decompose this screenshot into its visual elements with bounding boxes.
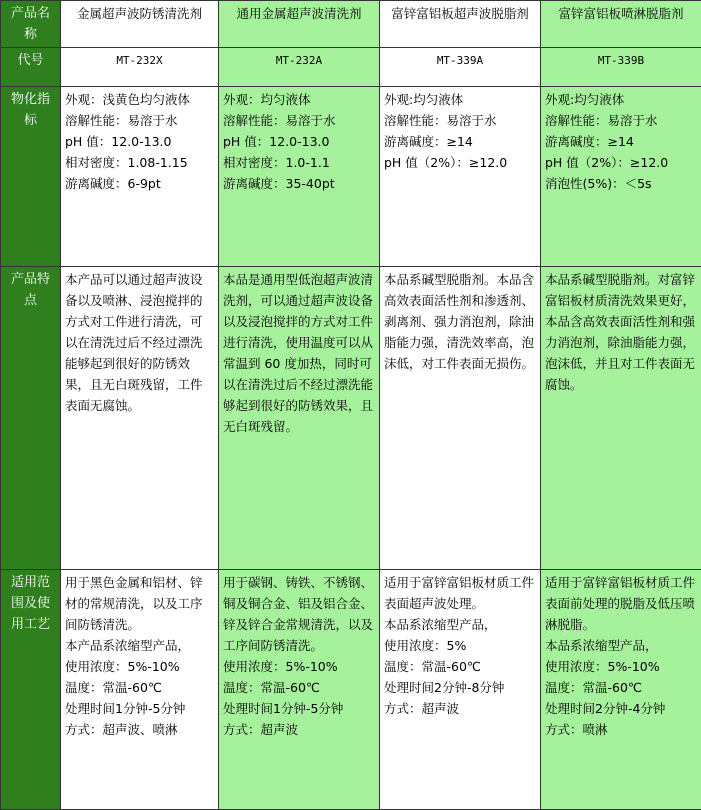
row-physchem xyxy=(1,87,701,267)
features-cell-4: 本品系碱型脱脂剂。对富锌富铝板材质清洗效果更好，本品含高效表面活性剂和强力消泡剂，除油脂能力强，泡沫低，并且对工件表面无腐蚀。 xyxy=(541,267,701,570)
row-usage xyxy=(1,570,701,810)
prop-line: pH 值：12.0-13.0 xyxy=(65,131,214,152)
row-features xyxy=(1,267,701,570)
row-code xyxy=(1,48,701,87)
prop-line: 外观:均匀液体 xyxy=(384,89,536,110)
usage-line: 温度：常温-60℃ xyxy=(384,656,536,677)
usage-cell-2 xyxy=(219,570,380,810)
prop-line: 游离碱度：≥14 xyxy=(384,131,536,152)
usage-line: 处理时间2分钟-4分钟 xyxy=(545,698,697,719)
prop-line: 溶解性能：易溶于水 xyxy=(545,110,697,131)
usage-line: 本产品系浓缩型产品， xyxy=(65,635,214,656)
usage-cell-1 xyxy=(61,570,219,810)
usage-line: 方式：超声波、喷淋 xyxy=(65,719,214,740)
product-code-2: MT-232A xyxy=(219,48,380,87)
product-name-1: 金属超声波防锈清洗剂 xyxy=(61,1,219,48)
usage-line: 温度：常温-60℃ xyxy=(223,677,375,698)
features-cell-2: 本品是通用型低泡超声波清洗剂，可以通过超声波设备以及浸泡搅拌的方式对工件进行清洗，使用温度可以从常温到 60 度加热，同时可以在清洗过后不经过漂洗能够起到很好的防锈效果，且无白斑残留。 xyxy=(219,267,380,570)
features-cell-3: 本品系碱型脱脂剂。本品含高效表面活性剂和渗透剂、剥离剂、强力消泡剂，除油脂能力强，清洗效率高，泡沫低，对工件表面无损伤。 xyxy=(380,267,541,570)
prop-line: 相对密度：1.0-1.1 xyxy=(223,152,375,173)
physchem-cell-1 xyxy=(61,87,219,267)
features-cell-1: 本产品可以通过超声波设备以及喷淋、浸泡搅拌的方式对工件进行清洗，可以在清洗过后不经过漂洗能够起到很好的防锈效果，且无白斑残留，工件表面无腐蚀。 xyxy=(61,267,219,570)
prop-line: pH 值：12.0-13.0 xyxy=(223,131,375,152)
physchem-cell-3 xyxy=(380,87,541,267)
row-product-name xyxy=(1,1,701,48)
prop-line: 外观：浅黄色均匀液体 xyxy=(65,89,214,110)
usage-line: 处理时间1分钟-5分钟 xyxy=(223,698,375,719)
usage-line: 使用浓度：5%-10% xyxy=(223,656,375,677)
usage-line: 用于碳钢、铸铁、不锈钢、铜及铜合金、铝及铝合金、锌及锌合金常规清洗，以及工序间防锈清洗。 xyxy=(223,572,375,656)
label-physchem: 物化指标 xyxy=(1,87,61,267)
product-code-4: MT-339B xyxy=(541,48,701,87)
usage-line: 方式：喷淋 xyxy=(545,719,697,740)
physchem-cell-4 xyxy=(541,87,701,267)
prop-line: 溶解性能：易溶于水 xyxy=(223,110,375,131)
prop-line: pH 值（2%）：≥12.0 xyxy=(545,152,697,173)
physchem-cell-2 xyxy=(219,87,380,267)
usage-line: 使用浓度：5%-10% xyxy=(65,656,214,677)
usage-line: 温度：常温-60℃ xyxy=(545,677,697,698)
usage-cell-4 xyxy=(541,570,701,810)
usage-line: 用于黑色金属和铝材、锌材的常规清洗，以及工序间防锈清洗。 xyxy=(65,572,214,635)
product-code-1: MT-232X xyxy=(61,48,219,87)
product-name-4: 富锌富铝板喷淋脱脂剂 xyxy=(541,1,701,48)
prop-line: pH 值（2%）：≥12.0 xyxy=(384,152,536,173)
prop-line: 溶解性能：易溶于水 xyxy=(65,110,214,131)
product-code-3: MT-339A xyxy=(380,48,541,87)
prop-line: 游离碱度：≥14 xyxy=(545,131,697,152)
usage-line: 处理时间2分钟-8分钟 xyxy=(384,677,536,698)
usage-line: 处理时间1分钟-5分钟 xyxy=(65,698,214,719)
label-code: 代号 xyxy=(1,48,61,87)
usage-line: 方式：超声波 xyxy=(223,719,375,740)
prop-line: 消泡性(5%)：＜5s xyxy=(545,173,697,194)
usage-cell-3 xyxy=(380,570,541,810)
usage-line: 使用浓度：5%-10% xyxy=(545,656,697,677)
label-product-name: 产品名称 xyxy=(1,1,61,48)
product-name-2: 通用金属超声波清洗剂 xyxy=(219,1,380,48)
prop-line: 游离碱度：6-9pt xyxy=(65,173,214,194)
prop-line: 相对密度：1.08-1.15 xyxy=(65,152,214,173)
label-usage: 适用范围及使用工艺 xyxy=(1,570,61,810)
prop-line: 游离碱度：35-40pt xyxy=(223,173,375,194)
usage-line: 适用于富锌富铝板材质工件表面超声波处理。 xyxy=(384,572,536,614)
product-name-3: 富锌富铝板超声波脱脂剂 xyxy=(380,1,541,48)
prop-line: 外观：均匀液体 xyxy=(223,89,375,110)
prop-line: 外观:均匀液体 xyxy=(545,89,697,110)
usage-line: 本品系浓缩型产品， xyxy=(545,635,697,656)
usage-line: 适用于富锌富铝板材质工件表面前处理的脱脂及低压喷淋脱脂。 xyxy=(545,572,697,635)
usage-line: 使用浓度：5% xyxy=(384,635,536,656)
usage-line: 温度：常温-60℃ xyxy=(65,677,214,698)
usage-line: 本品系浓缩型产品， xyxy=(384,614,536,635)
prop-line: 溶解性能：易溶于水 xyxy=(384,110,536,131)
label-features: 产品特点 xyxy=(1,267,61,570)
usage-line: 方式：超声波 xyxy=(384,698,536,719)
